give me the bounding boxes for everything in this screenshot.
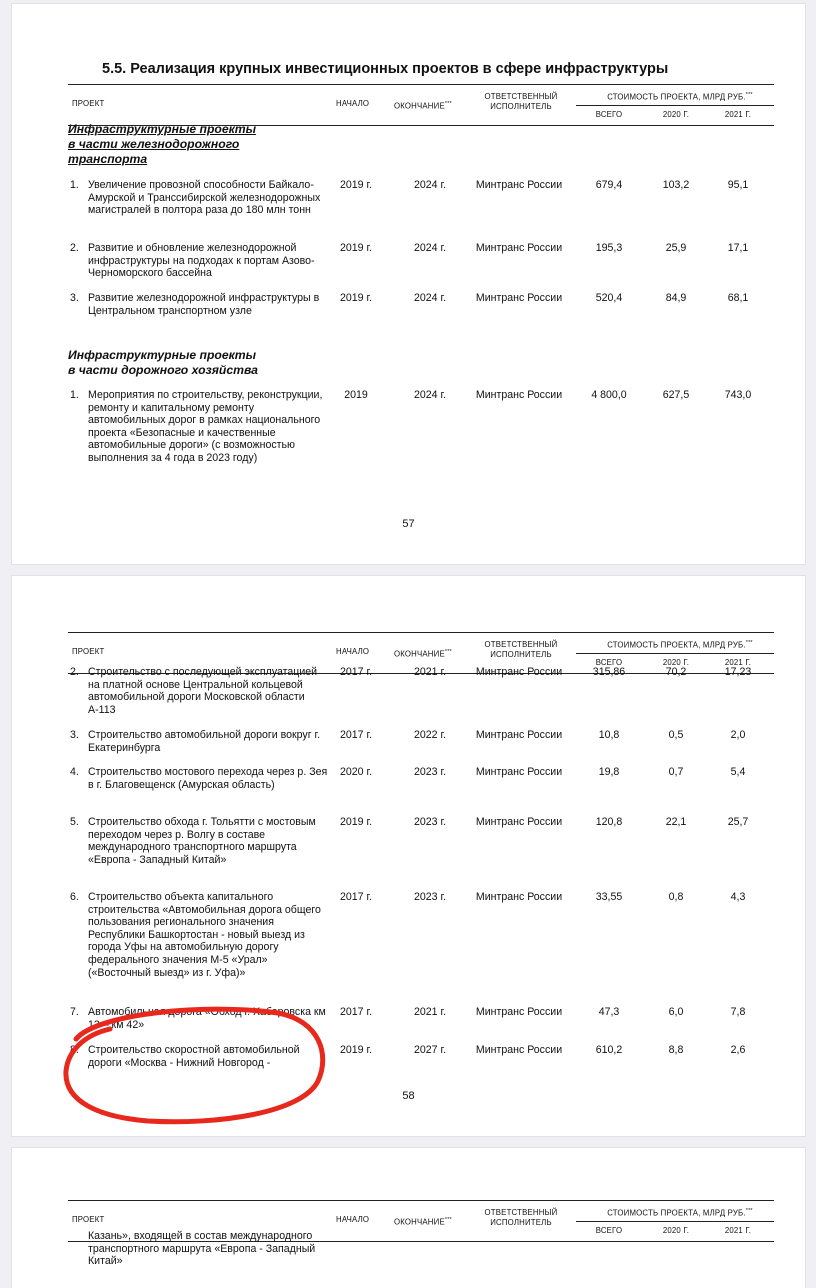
cell-end: 2021 г. <box>413 1006 447 1018</box>
header-2021: 2021 Г. <box>724 658 752 667</box>
cell-start: 2019 г. <box>339 179 373 191</box>
cell-y2020: 8,8 <box>668 1044 684 1056</box>
cell-total: 33,55 <box>595 891 623 903</box>
cell-resp: Минтранс России <box>475 389 563 401</box>
header-responsible: ОТВЕТСТВЕННЫЙ <box>484 640 558 649</box>
cell-name: Развитие и обновление железнодорожной инфраструктуры на подходах к портам Азово-Черноморского бассейна <box>88 242 315 280</box>
cell-num: 2. <box>70 666 79 678</box>
header-2021: 2021 Г. <box>724 110 752 119</box>
cell-y2021: 2,0 <box>730 729 746 741</box>
cell-start: 2019 г. <box>339 1044 373 1056</box>
group-title-line: в части дорожного хозяйства <box>68 363 258 377</box>
header-responsible-2: ИСПОЛНИТЕЛЬ <box>490 1218 552 1227</box>
cell-end: 2023 г. <box>413 891 447 903</box>
cell-y2020: 627,5 <box>662 389 690 401</box>
cell-resp: Минтранс России <box>475 1044 563 1056</box>
header-divider <box>576 653 774 654</box>
cell-y2020: 0,5 <box>668 729 684 741</box>
cell-num: 1. <box>70 179 79 191</box>
cell-start: 2019 г. <box>339 292 373 304</box>
cell-start: 2017 г. <box>339 666 373 678</box>
cell-start: 2017 г. <box>339 891 373 903</box>
header-responsible-2: ИСПОЛНИТЕЛЬ <box>490 650 552 659</box>
cell-end: 2023 г. <box>413 816 447 828</box>
cell-end: 2023 г. <box>413 766 447 778</box>
cell-total: 10,8 <box>598 729 620 741</box>
cell-num: 4. <box>70 766 79 778</box>
header-cost: СТОИМОСТЬ ПРОЕКТА, МЛРД РУБ.*** <box>607 1208 753 1218</box>
cell-end: 2024 г. <box>413 179 447 191</box>
cell-start: 2017 г. <box>339 729 373 741</box>
header-cost: СТОИМОСТЬ ПРОЕКТА, МЛРД РУБ.*** <box>607 92 753 102</box>
cell-y2021: 4,3 <box>730 891 746 903</box>
cell-y2021: 17,1 <box>727 242 749 254</box>
cell-name: Автомобильная дорога «Обход г. Хабаровска км 13 – км 42» <box>88 1006 326 1031</box>
cell-y2021: 7,8 <box>730 1006 746 1018</box>
cell-total: 520,4 <box>595 292 623 304</box>
header-divider <box>576 1221 774 1222</box>
group-title-line: Инфраструктурные проекты <box>68 348 257 362</box>
cell-total: 19,8 <box>598 766 620 778</box>
group-title-line: Инфраструктурные проекты <box>68 122 257 136</box>
header-end: ОКОНЧАНИЕ*** <box>394 649 452 659</box>
cell-resp: Минтранс России <box>475 766 563 778</box>
cell-y2021: 17,23 <box>724 666 752 678</box>
document-page-57 <box>12 4 805 564</box>
cell-end: 2024 г. <box>413 389 447 401</box>
cell-resp: Минтранс России <box>475 292 563 304</box>
group-title-line: транспорта <box>68 152 148 166</box>
header-cost: СТОИМОСТЬ ПРОЕКТА, МЛРД РУБ.*** <box>607 640 753 650</box>
cell-num: 5. <box>70 816 79 828</box>
cell-total: 195,3 <box>595 242 623 254</box>
header-2020: 2020 Г. <box>662 658 690 667</box>
cell-y2021: 743,0 <box>724 389 752 401</box>
cell-num: 1. <box>70 389 79 401</box>
header-total: ВСЕГО <box>595 1226 623 1235</box>
cell-name: Мероприятия по строительству, реконструкции, ремонту и капитальному ремонту автомобильных дорог в рамках национального проекта «Безопасные и качественные автомобильные дороги» (с возможностью выполнения за 4 года в 2023 году) <box>88 389 323 464</box>
cell-y2021: 95,1 <box>727 179 749 191</box>
table-header <box>68 84 774 126</box>
document-page-59 <box>12 1148 805 1288</box>
cell-num: 2. <box>70 242 79 254</box>
page-number: 58 <box>402 1090 415 1102</box>
cell-start: 2019 <box>344 389 368 401</box>
cell-resp: Минтранс России <box>475 666 563 678</box>
header-2020: 2020 Г. <box>662 110 690 119</box>
header-start: НАЧАЛО <box>336 99 370 108</box>
cell-y2020: 25,9 <box>665 242 687 254</box>
header-project: ПРОЕКТ <box>72 1215 105 1224</box>
header-end: ОКОНЧАНИЕ*** <box>394 1217 452 1227</box>
cell-total: 120,8 <box>595 816 623 828</box>
header-2020: 2020 Г. <box>662 1226 690 1235</box>
cell-resp: Минтранс России <box>475 816 563 828</box>
cell-num: 6. <box>70 891 79 903</box>
cell-resp: Минтранс России <box>475 729 563 741</box>
cell-num: 3. <box>70 729 79 741</box>
cell-name: Строительство объекта капитального строительства «Автомобильная дорога общего пользования регионального значения Республики Башкортостан - новый выезд из города Уфы на автомобильную дорогу федерального значения М-5 «Урал» («Восточный выезд» из г. Уфа)» <box>88 891 321 979</box>
cell-end: 2024 г. <box>413 292 447 304</box>
cell-y2020: 0,7 <box>668 766 684 778</box>
cell-num: 8. <box>70 1044 79 1056</box>
cell-num: 7. <box>70 1006 79 1018</box>
cell-name: Строительство автомобильной дороги вокруг г. Екатеринбурга <box>88 729 321 754</box>
header-responsible: ОТВЕТСТВЕННЫЙ <box>484 92 558 101</box>
header-project: ПРОЕКТ <box>72 647 105 656</box>
cell-start: 2020 г. <box>339 766 373 778</box>
cell-name: Строительство обхода г. Тольятти с мостовым переходом через р. Волгу в составе международного транспортного маршрута «Европа - Западный Китай» <box>88 816 316 866</box>
cell-resp: Минтранс России <box>475 179 563 191</box>
cell-total: 47,3 <box>598 1006 620 1018</box>
cell-y2020: 0,8 <box>668 891 684 903</box>
group-title-road <box>68 348 258 378</box>
header-total: ВСЕГО <box>595 110 623 119</box>
cell-num: 3. <box>70 292 79 304</box>
cell-y2020: 103,2 <box>662 179 690 191</box>
document-page-58 <box>12 576 805 1136</box>
cell-total: 4 800,0 <box>591 389 627 401</box>
cell-name: Казань», входящей в состав международного транспортного маршрута «Европа - Западный Китай» <box>88 1230 316 1268</box>
cell-name: Строительство с последующей эксплуатацией на платной основе Центральной кольцевой автомобильной дороги Московской области А-113 <box>88 666 318 716</box>
cell-start: 2019 г. <box>339 816 373 828</box>
cell-y2020: 6,0 <box>668 1006 684 1018</box>
cell-name: Строительство скоростной автомобильной дороги «Москва - Нижний Новгород - <box>88 1044 300 1069</box>
cell-y2020: 84,9 <box>665 292 687 304</box>
cell-total: 315,86 <box>592 666 626 678</box>
cell-y2020: 22,1 <box>665 816 687 828</box>
cell-resp: Минтранс России <box>475 242 563 254</box>
cell-name: Увеличение провозной способности Байкало-Амурской и Транссибирской железнодорожных магистралей в полтора раза до 180 млн тонн <box>88 179 321 217</box>
cell-resp: Минтранс России <box>475 1006 563 1018</box>
cell-y2021: 68,1 <box>727 292 749 304</box>
header-end: ОКОНЧАНИЕ*** <box>394 101 452 111</box>
cell-start: 2017 г. <box>339 1006 373 1018</box>
header-start: НАЧАЛО <box>336 647 370 656</box>
cell-y2021: 25,7 <box>727 816 749 828</box>
cell-y2020: 70,2 <box>665 666 687 678</box>
header-start: НАЧАЛО <box>336 1215 370 1224</box>
cell-end: 2022 г. <box>413 729 447 741</box>
header-project: ПРОЕКТ <box>72 99 105 108</box>
page-number: 57 <box>402 518 415 530</box>
cell-end: 2024 г. <box>413 242 447 254</box>
cell-total: 679,4 <box>595 179 623 191</box>
cell-y2021: 5,4 <box>730 766 746 778</box>
section-title: 5.5. Реализация крупных инвестиционных проектов в сфере инфраструктуры <box>102 61 669 77</box>
header-total: ВСЕГО <box>595 658 623 667</box>
cell-y2021: 2,6 <box>730 1044 746 1056</box>
cell-resp: Минтранс России <box>475 891 563 903</box>
cell-end: 2021 г. <box>413 666 447 678</box>
header-2021: 2021 Г. <box>724 1226 752 1235</box>
group-title-rail <box>68 122 256 167</box>
cell-end: 2027 г. <box>413 1044 447 1056</box>
cell-name: Развитие железнодорожной инфраструктуры в Центральном транспортном узле <box>88 292 320 317</box>
group-title-line: в части железнодорожного <box>68 137 240 151</box>
header-responsible-2: ИСПОЛНИТЕЛЬ <box>490 102 552 111</box>
cell-name: Строительство мостового перехода через р. Зея в г. Благовещенск (Амурская область) <box>88 766 328 791</box>
cell-total: 610,2 <box>595 1044 623 1056</box>
header-divider <box>576 105 774 106</box>
header-responsible: ОТВЕТСТВЕННЫЙ <box>484 1208 558 1217</box>
cell-start: 2019 г. <box>339 242 373 254</box>
